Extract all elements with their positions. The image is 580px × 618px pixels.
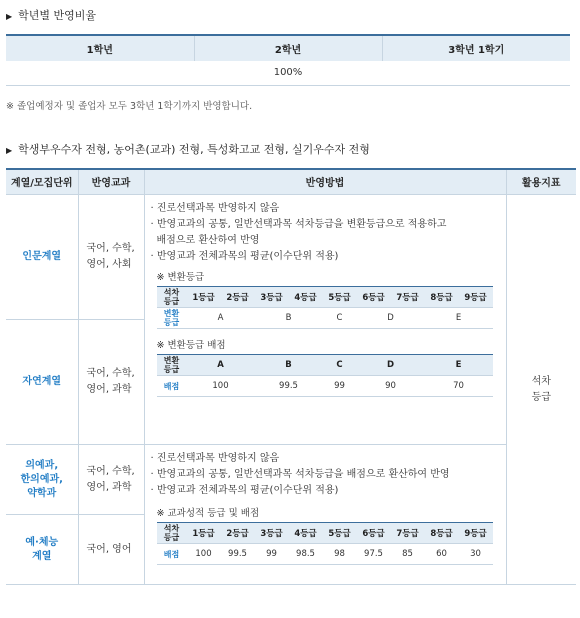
section1-title: 학년별 반영비율: [18, 9, 97, 22]
score-value: 100: [187, 376, 255, 397]
grade-cell: 5등급: [323, 287, 357, 308]
score-title: ※ 변환등급 배점: [156, 340, 226, 351]
grade-cell: 1등급: [187, 523, 221, 544]
subject-medical: 국어, 수학, 영어, 과학: [78, 445, 144, 515]
conv-value: A: [187, 308, 255, 329]
grade-score-table: [157, 522, 493, 565]
grade-cell: 8등급: [425, 287, 459, 308]
header-grade3: 3학년 1학기: [382, 35, 570, 61]
section2-heading: [6, 140, 580, 160]
grade-cell: 7등급: [391, 523, 425, 544]
score-value: 99: [323, 376, 357, 397]
score-table: [157, 354, 493, 397]
score-value: 100: [187, 544, 221, 565]
index-cell: 석차 등급: [506, 195, 576, 585]
grade-cell: 9등급: [459, 523, 493, 544]
grade-cell: 7등급: [391, 287, 425, 308]
unit-arts: 예·체능 계열: [6, 515, 78, 585]
section2-title: 학생부우수자 전형, 농어촌(교과) 전형, 특성화고교 전형, 실기우수자 전형: [18, 142, 370, 156]
score-value: 70: [425, 376, 493, 397]
header-method: 반영방법: [144, 169, 506, 195]
grade-cell: 6등급: [357, 523, 391, 544]
score-value: 99.5: [255, 376, 323, 397]
conv-label-rank: 석차 등급: [157, 287, 187, 308]
grade-cell: 3등급: [255, 287, 289, 308]
section1-heading: [6, 6, 580, 26]
score-value: 98: [323, 544, 357, 565]
conversion-title: ※ 변환등급: [156, 272, 205, 283]
conv-value: C: [323, 308, 357, 329]
score-grade: C: [323, 355, 357, 376]
admission-page: [0, 6, 580, 618]
grade-cell: 2등급: [221, 287, 255, 308]
method-a-bullet: · 반영교과의 공통, 일반선택과목 석차등급을 변환등급으로 적용하고: [150, 219, 447, 230]
triangle-bullet-icon: ▶: [6, 12, 13, 21]
method-a-bullet: · 진로선택과목 반영하지 않음: [150, 203, 280, 214]
score-grade: E: [425, 355, 493, 376]
graduate-note: ※ 졸업예정자 및 졸업자 모두 3학년 1학기까지 반영합니다.: [6, 100, 253, 112]
header-unit: 계열/모집단위: [6, 169, 78, 195]
score-grade: D: [357, 355, 425, 376]
conv-label-converted: 변환 등급: [157, 308, 187, 329]
method-a-bullet: 배점으로 환산하여 반영: [156, 235, 260, 246]
score-grade: B: [255, 355, 323, 376]
gs-label-rank: 석차 등급: [157, 523, 187, 544]
score-value: 85: [391, 544, 425, 565]
grade-score-title: ※ 교과성적 등급 및 배점: [156, 508, 260, 519]
grade-cell: 3등급: [255, 523, 289, 544]
method-b-bullet: · 반영교과의 공통, 일반선택과목 석차등급을 배점으로 환산하여 반영: [150, 469, 450, 480]
grade-cell: 2등급: [221, 523, 255, 544]
subject-humanities: 국어, 수학, 영어, 사회: [78, 195, 144, 320]
method-a: [144, 195, 506, 445]
subject-arts: 국어, 영어: [78, 515, 144, 585]
gs-label-score: 배점: [157, 544, 187, 565]
score-value: 97.5: [357, 544, 391, 565]
grade-cell: 4등급: [289, 287, 323, 308]
score-value: 99: [255, 544, 289, 565]
method-b-bullet: · 반영교과 전체과목의 평균(이수단위 적용): [150, 485, 339, 496]
admission-method-table: [6, 168, 576, 586]
unit-humanities: 인문계열: [6, 195, 78, 320]
score-value: 99.5: [221, 544, 255, 565]
score-value: 30: [459, 544, 493, 565]
method-a-bullet: · 반영교과 전체과목의 평균(이수단위 적용): [150, 251, 339, 262]
grade-cell: 4등급: [289, 523, 323, 544]
conv-value: B: [255, 308, 323, 329]
subject-natural: 국어, 수학, 영어, 과학: [78, 320, 144, 445]
grade-ratio-table: [6, 34, 570, 86]
grade-cell: 1등급: [187, 287, 221, 308]
unit-natural: 자연계열: [6, 320, 78, 445]
header-subject: 반영교과: [78, 169, 144, 195]
header-grade2: 2학년: [194, 35, 382, 61]
grade-cell: 9등급: [459, 287, 493, 308]
grade-cell: 5등급: [323, 523, 357, 544]
score-label-converted: 변환 등급: [157, 355, 187, 376]
score-grade: A: [187, 355, 255, 376]
conv-value: E: [425, 308, 493, 329]
conversion-table: [157, 286, 493, 329]
score-value: 60: [425, 544, 459, 565]
score-label: 배점: [157, 376, 187, 397]
triangle-bullet-icon: ▶: [6, 145, 13, 155]
score-value: 90: [357, 376, 425, 397]
header-index: 활용지표: [506, 169, 576, 195]
method-b: [144, 445, 506, 585]
score-value: 98.5: [289, 544, 323, 565]
unit-medical: 의예과, 한의예과, 약학과: [6, 445, 78, 515]
grade-cell: 6등급: [357, 287, 391, 308]
conv-value: D: [357, 308, 425, 329]
header-grade1: 1학년: [6, 35, 194, 61]
ratio-value: 100%: [6, 61, 570, 85]
method-b-bullet: · 진로선택과목 반영하지 않음: [150, 453, 280, 464]
grade-cell: 8등급: [425, 523, 459, 544]
